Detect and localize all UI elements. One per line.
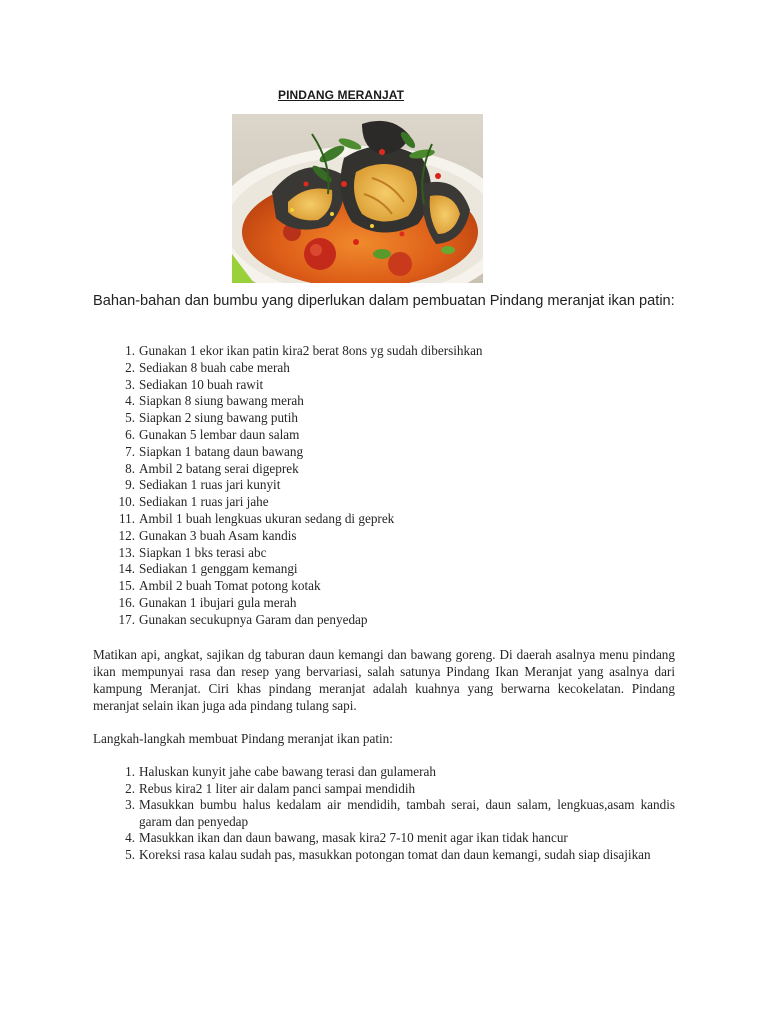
- list-number: 3.: [125, 797, 135, 813]
- list-item: [93, 781, 675, 798]
- list-number: 14.: [118, 561, 135, 577]
- list-item: [93, 427, 675, 444]
- list-item: [93, 561, 675, 578]
- description-paragraph: Matikan api, angkat, sajikan dg taburan daun kemangi dan bawang goreng. Di daerah asalnya menu pindang ikan mempunyai rasa dan resep yang bervariasi, salah satunya Pindang Ikan Meranjat yang asalnya dari kampung Meranjat. Ciri khas pindang meranjat adalah kuahnya yang berwarna kecokelatan. Pindang meranjat selain ikan juga ada pindang tulang sapi.: [93, 647, 675, 713]
- list-number: 5.: [125, 846, 135, 862]
- list-text: Sediakan 8 buah cabe merah: [139, 359, 290, 375]
- list-text: Ambil 2 batang serai digeprek: [139, 460, 299, 476]
- list-item: [93, 477, 675, 494]
- list-number: 3.: [125, 376, 135, 392]
- list-text: Sediakan 1 ruas jari kunyit: [139, 477, 281, 493]
- list-number: 15.: [118, 578, 135, 594]
- list-text: Haluskan kunyit jahe cabe bawang terasi dan gulamerah: [139, 764, 436, 779]
- list-text: Koreksi rasa kalau sudah pas, masukkan potongan tomat dan daun kemangi, sudah siap disajikan: [139, 846, 651, 862]
- list-item: [93, 461, 675, 478]
- list-number: 6.: [125, 426, 135, 442]
- list-item: [93, 377, 675, 394]
- list-number: 13.: [118, 544, 135, 560]
- list-item: [93, 764, 675, 781]
- list-item: [93, 797, 675, 830]
- list-text: Sediakan 1 ruas jari jahe: [139, 494, 269, 510]
- list-number: 2.: [125, 780, 135, 796]
- list-text: Masukkan bumbu halus kedalam air mendidih, tambah serai, daun salam, lengkuas,asam kandis garam dan penyedap: [139, 797, 675, 829]
- list-item: [93, 528, 675, 545]
- ingredients-list: [93, 343, 675, 629]
- list-item: [93, 511, 675, 528]
- list-number: 4.: [125, 393, 135, 409]
- list-text: Rebus kira2 1 liter air dalam panci sampai mendidih: [139, 780, 416, 796]
- list-item: [93, 393, 675, 410]
- list-item: [93, 410, 675, 427]
- list-number: 8.: [125, 460, 135, 476]
- list-item: [93, 545, 675, 562]
- list-text: Sediakan 10 buah rawit: [139, 376, 264, 392]
- document-title: PINDANG MERANJAT: [278, 88, 405, 102]
- list-text: Siapkan 1 bks terasi abc: [139, 544, 267, 560]
- list-number: 17.: [118, 611, 135, 627]
- list-number: 4.: [125, 830, 135, 846]
- list-text: Siapkan 2 siung bawang putih: [139, 410, 298, 426]
- list-text: Siapkan 8 siung bawang merah: [139, 393, 304, 409]
- list-number: 10.: [118, 494, 135, 510]
- list-item: [93, 360, 675, 377]
- list-item: [93, 612, 675, 629]
- list-text: Gunakan 1 ibujari gula merah: [139, 594, 297, 610]
- list-text: Gunakan 1 ekor ikan patin kira2 berat 8ons yg sudah dibersihkan: [139, 343, 483, 358]
- list-text: Gunakan 5 lembar daun salam: [139, 426, 300, 442]
- list-number: 1.: [125, 343, 135, 358]
- ingredients-intro: Bahan-bahan dan bumbu yang diperlukan dalam pembuatan Pindang meranjat ikan patin:: [93, 293, 675, 309]
- list-item: [93, 494, 675, 511]
- list-text: Gunakan 3 buah Asam kandis: [139, 527, 297, 543]
- list-item: [93, 847, 675, 864]
- list-text: Gunakan secukupnya Garam dan penyedap: [139, 611, 368, 627]
- list-item: [93, 830, 675, 847]
- list-number: 2.: [125, 359, 135, 375]
- list-number: 5.: [125, 410, 135, 426]
- list-item: [93, 343, 675, 360]
- steps-list: [93, 764, 675, 864]
- list-item: [93, 578, 675, 595]
- list-text: Ambil 1 buah lengkuas ukuran sedang di geprek: [139, 510, 395, 526]
- list-number: 1.: [125, 764, 135, 779]
- list-number: 9.: [125, 477, 135, 493]
- pindang-dish-photo: [232, 114, 483, 283]
- list-number: 11.: [119, 510, 135, 526]
- list-item: [93, 595, 675, 612]
- list-text: Masukkan ikan dan daun bawang, masak kira2 7-10 menit agar ikan tidak hancur: [139, 830, 568, 846]
- list-text: Sediakan 1 genggam kemangi: [139, 561, 298, 577]
- list-number: 12.: [118, 527, 135, 543]
- list-number: 7.: [125, 443, 135, 459]
- list-text: Ambil 2 buah Tomat potong kotak: [139, 578, 321, 594]
- list-number: 16.: [118, 594, 135, 610]
- steps-heading: Langkah-langkah membuat Pindang meranjat ikan patin:: [93, 731, 393, 746]
- list-item: [93, 444, 675, 461]
- pindang-dish-illustration: [232, 114, 483, 283]
- list-text: Siapkan 1 batang daun bawang: [139, 443, 304, 459]
